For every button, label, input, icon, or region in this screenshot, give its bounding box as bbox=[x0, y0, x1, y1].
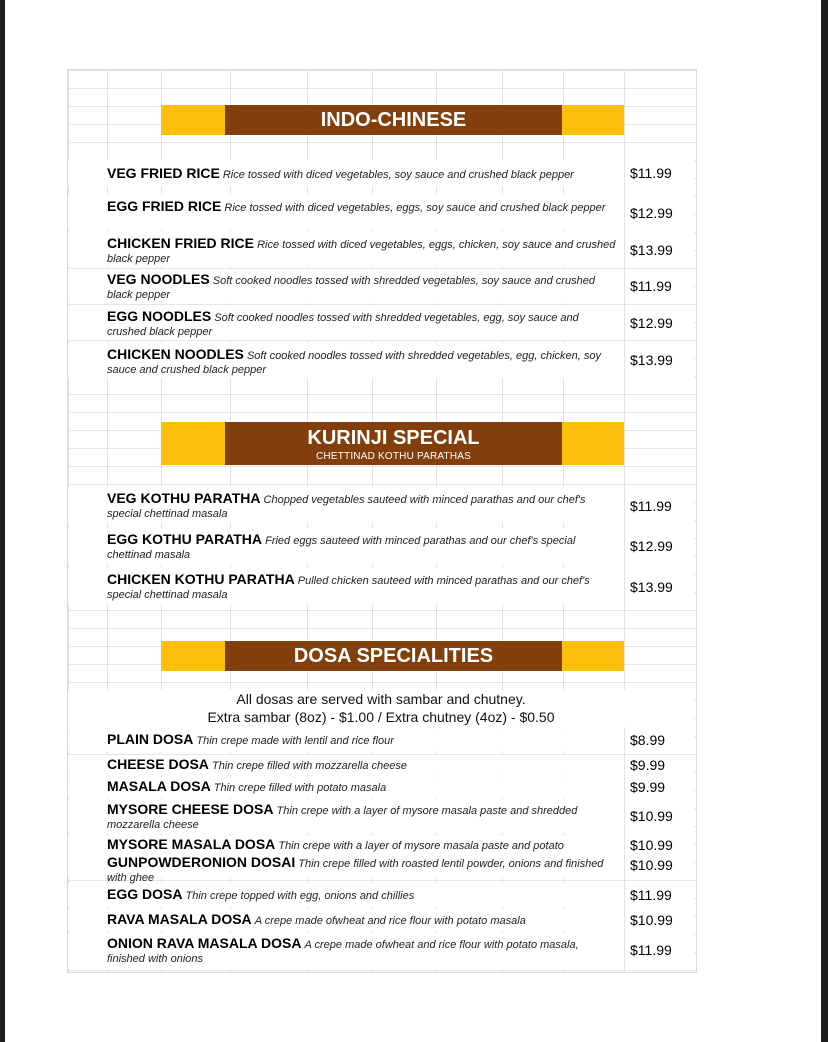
item-name: CHEESE DOSA bbox=[107, 756, 209, 772]
note-line-2: Extra sambar (8oz) - $1.00 / Extra chutney (4oz) - $0.50 bbox=[207, 709, 555, 725]
menu-item-chicken-kothu-paratha bbox=[68, 568, 694, 604]
menu-item-plain-dosa bbox=[68, 729, 694, 751]
item-name: PLAIN DOSA bbox=[107, 731, 194, 747]
menu-item-masala-dosa bbox=[68, 777, 694, 797]
item-price: $11.99 bbox=[630, 165, 672, 181]
menu-item-mysore-masala-dosa bbox=[68, 836, 694, 854]
menu-item-egg-kothu-paratha bbox=[68, 528, 694, 564]
item-name: EGG DOSA bbox=[107, 886, 183, 902]
item-name: MASALA DOSA bbox=[107, 778, 211, 794]
item-name: CHICKEN NOODLES bbox=[107, 346, 244, 362]
item-price: $8.99 bbox=[630, 732, 666, 748]
menu-item-chicken-fried-rice bbox=[68, 232, 694, 266]
section-title-block bbox=[225, 422, 562, 465]
item-description: Fried eggs sauteed with minced parathas and our chef's special chettinad masala bbox=[107, 535, 576, 561]
item-description: Pulled chicken sauteed with minced parathas and our chef's special chettinad masala bbox=[107, 575, 590, 601]
menu-item-egg-fried-rice bbox=[68, 195, 694, 229]
banner-accent-left bbox=[161, 105, 225, 135]
item-price: $10.99 bbox=[630, 837, 673, 853]
item-description: Thin crepe filled with potato masala bbox=[213, 782, 387, 794]
item-name: MYSORE CHEESE DOSA bbox=[107, 801, 274, 817]
item-description: Soft cooked noodles tossed with shredded vegetables, egg, soy sauce and crushed black pepper bbox=[107, 312, 579, 338]
menu-item-chicken-noodles bbox=[68, 343, 694, 378]
item-description: Thin crepe topped with egg, onions and chillies bbox=[185, 890, 415, 902]
menu-item-egg-dosa bbox=[68, 884, 694, 906]
dosa-serving-note bbox=[68, 690, 694, 728]
item-name: CHICKEN FRIED RICE bbox=[107, 235, 255, 251]
item-name: CHICKEN KOTHU PARATHA bbox=[107, 571, 295, 587]
banner-accent-right bbox=[562, 641, 624, 671]
item-description: A crepe made ofwheat and rice flour with potato masala bbox=[254, 915, 526, 927]
item-price: $10.99 bbox=[630, 808, 673, 824]
section-subtitle: CHETTINAD KOTHU PARATHAS bbox=[316, 451, 471, 462]
item-price: $10.99 bbox=[630, 857, 673, 873]
item-description: Rice tossed with diced vegetables, soy sauce and crushed black pepper bbox=[222, 169, 574, 181]
menu-item-veg-fried-rice bbox=[68, 160, 694, 186]
item-name: VEG NOODLES bbox=[107, 271, 210, 287]
menu-item-egg-noodles bbox=[68, 306, 694, 340]
menu-item-veg-noodles bbox=[68, 269, 694, 303]
menu-item-cheese-dosa bbox=[68, 755, 694, 775]
item-price: $13.99 bbox=[630, 242, 673, 258]
item-description: Soft cooked noodles tossed with shredded vegetables, soy sauce and crushed black pepper bbox=[107, 275, 595, 301]
banner-accent-left bbox=[161, 641, 225, 671]
item-description: Thin crepe with a layer of mysore masala paste and shredded mozzarella cheese bbox=[107, 805, 578, 831]
section-header-kurinji-special bbox=[161, 422, 624, 465]
item-price: $10.99 bbox=[630, 912, 673, 928]
menu-item-gunpowder-onion-dosai bbox=[68, 854, 694, 884]
item-price: $11.99 bbox=[630, 887, 672, 903]
menu-item-rava-masala-dosa bbox=[68, 909, 694, 931]
item-name: EGG NOODLES bbox=[107, 308, 212, 324]
item-description: Chopped vegetables sauteed with minced parathas and our chef's special chettinad masala bbox=[107, 494, 586, 520]
price-column-divider bbox=[624, 155, 625, 380]
section-title: DOSA SPECIALITIES bbox=[225, 641, 562, 671]
item-name: EGG FRIED RICE bbox=[107, 198, 222, 214]
menu-item-onion-rava-masala-dosa bbox=[68, 933, 694, 969]
item-price: $11.99 bbox=[630, 942, 672, 958]
item-description: Thin crepe with a layer of mysore masala paste and potato bbox=[278, 840, 564, 852]
item-name: EGG KOTHU PARATHA bbox=[107, 531, 263, 547]
price-column-divider bbox=[624, 485, 625, 605]
item-price: $12.99 bbox=[630, 538, 673, 554]
item-name: ONION RAVA MASALA DOSA bbox=[107, 935, 302, 951]
section-title: KURINJI SPECIAL bbox=[307, 427, 480, 449]
item-name: MYSORE MASALA DOSA bbox=[107, 836, 276, 852]
item-price: $9.99 bbox=[630, 779, 666, 795]
item-description: Rice tossed with diced vegetables, eggs, chicken, soy sauce and crushed black pepper bbox=[107, 239, 616, 265]
item-description: Thin crepe filled with mozzarella cheese bbox=[211, 760, 408, 772]
item-price: $11.99 bbox=[630, 278, 672, 294]
item-name: VEG FRIED RICE bbox=[107, 165, 220, 181]
item-price: $13.99 bbox=[630, 352, 673, 368]
item-price: $12.99 bbox=[630, 205, 673, 221]
banner-accent-right bbox=[562, 105, 624, 135]
item-price: $9.99 bbox=[630, 757, 666, 773]
menu-item-veg-kothu-paratha bbox=[68, 487, 694, 523]
section-header-indo-chinese bbox=[161, 105, 624, 135]
item-name: RAVA MASALA DOSA bbox=[107, 911, 252, 927]
item-price: $11.99 bbox=[630, 498, 672, 514]
price-column-divider bbox=[624, 727, 625, 970]
item-name: VEG KOTHU PARATHA bbox=[107, 490, 261, 506]
section-header-dosa-specialities bbox=[161, 641, 624, 671]
item-price: $12.99 bbox=[630, 315, 673, 331]
item-price: $13.99 bbox=[630, 579, 673, 595]
item-description: Soft cooked noodles tossed with shredded vegetables, egg, chicken, soy sauce and crushed black pepper bbox=[107, 350, 602, 376]
menu-item-mysore-cheese-dosa bbox=[68, 799, 694, 833]
note-line-1: All dosas are served with sambar and chutney. bbox=[236, 691, 526, 707]
section-title: INDO-CHINESE bbox=[225, 105, 562, 135]
item-description: Rice tossed with diced vegetables, eggs, soy sauce and crushed black pepper bbox=[224, 202, 606, 214]
banner-accent-left bbox=[161, 422, 225, 465]
item-description: Thin crepe made with lentil and rice flour bbox=[196, 735, 394, 747]
item-name: GUNPOWDERONION DOSAI bbox=[107, 854, 296, 870]
item-description: Thin crepe filled with roasted lentil powder, onions and finished with ghee bbox=[107, 858, 604, 884]
banner-accent-right bbox=[562, 422, 624, 465]
item-description: A crepe made ofwheat and rice flour with potato masala, finished with onions bbox=[107, 939, 579, 965]
